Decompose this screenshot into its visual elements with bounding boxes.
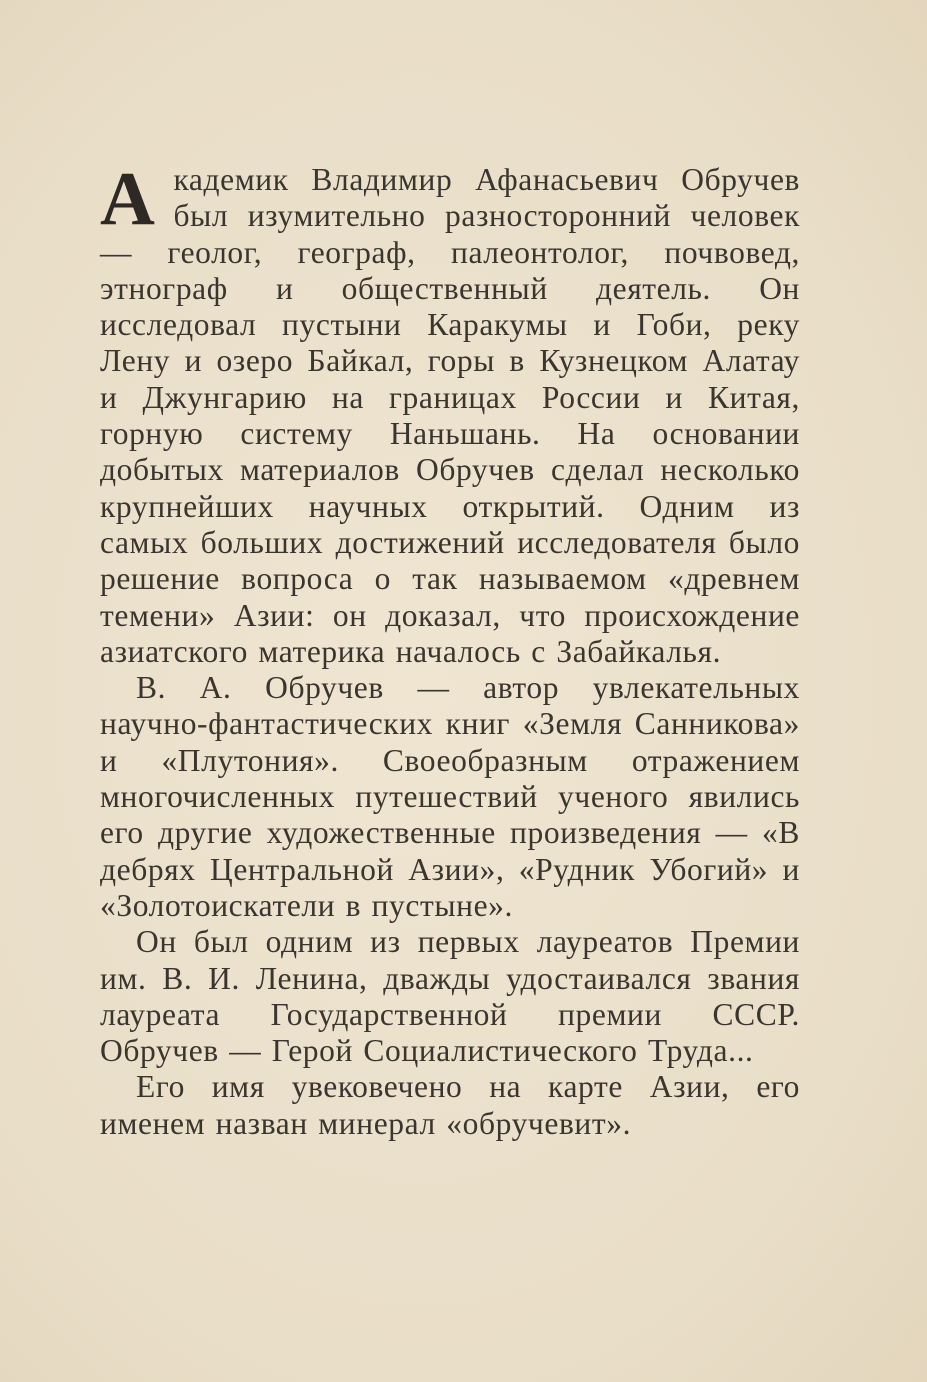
paragraph-1-text: кадемик Владимир Афанасьевич Обручев был изумительно разносторонний человек — геолог, географ, палеонтолог, почвовед, этнограф и общественный деятель. Он исследовал пустыни Каракумы и Гоби, реку Лену и озеро Байкал, горы в Кузнецком Алатау и Джунгарию на границах России и Китая, горную систему Наньшань. На основании добытых материалов Обручев сделал несколько крупнейших научных открытий. Одним из самых больших достижений исследователя было решение вопроса о так называемом «древнем темени» Азии: он доказал, что происхождение азиатского материка началось с Забайкалья. xyxy=(100,162,800,669)
paragraph-2: В. А. Обручев — автор увлекательных научно-фантастических книг «Земля Санникова» и «Плутония». Своеобразным отражением многочисленных путешествий ученого явились его другие художественные произведения — «В дебрях Центральной Азии», «Рудник Убогий» и «Золотоискатели в пустыне». xyxy=(100,670,800,923)
text-block xyxy=(100,157,800,1142)
paragraph-4: Его имя увековечено на карте Азии, его именем назван минерал «обручевит». xyxy=(100,1069,800,1141)
drop-cap: А xyxy=(100,157,156,241)
paragraph-3: Он был одним из первых лауреатов Премии им. В. И. Ленина, дважды удостаивался звания лауреата Государственной премии СССР. Обручев — Герой Социалистического Труда... xyxy=(100,924,800,1069)
paragraph-1 xyxy=(100,157,800,670)
